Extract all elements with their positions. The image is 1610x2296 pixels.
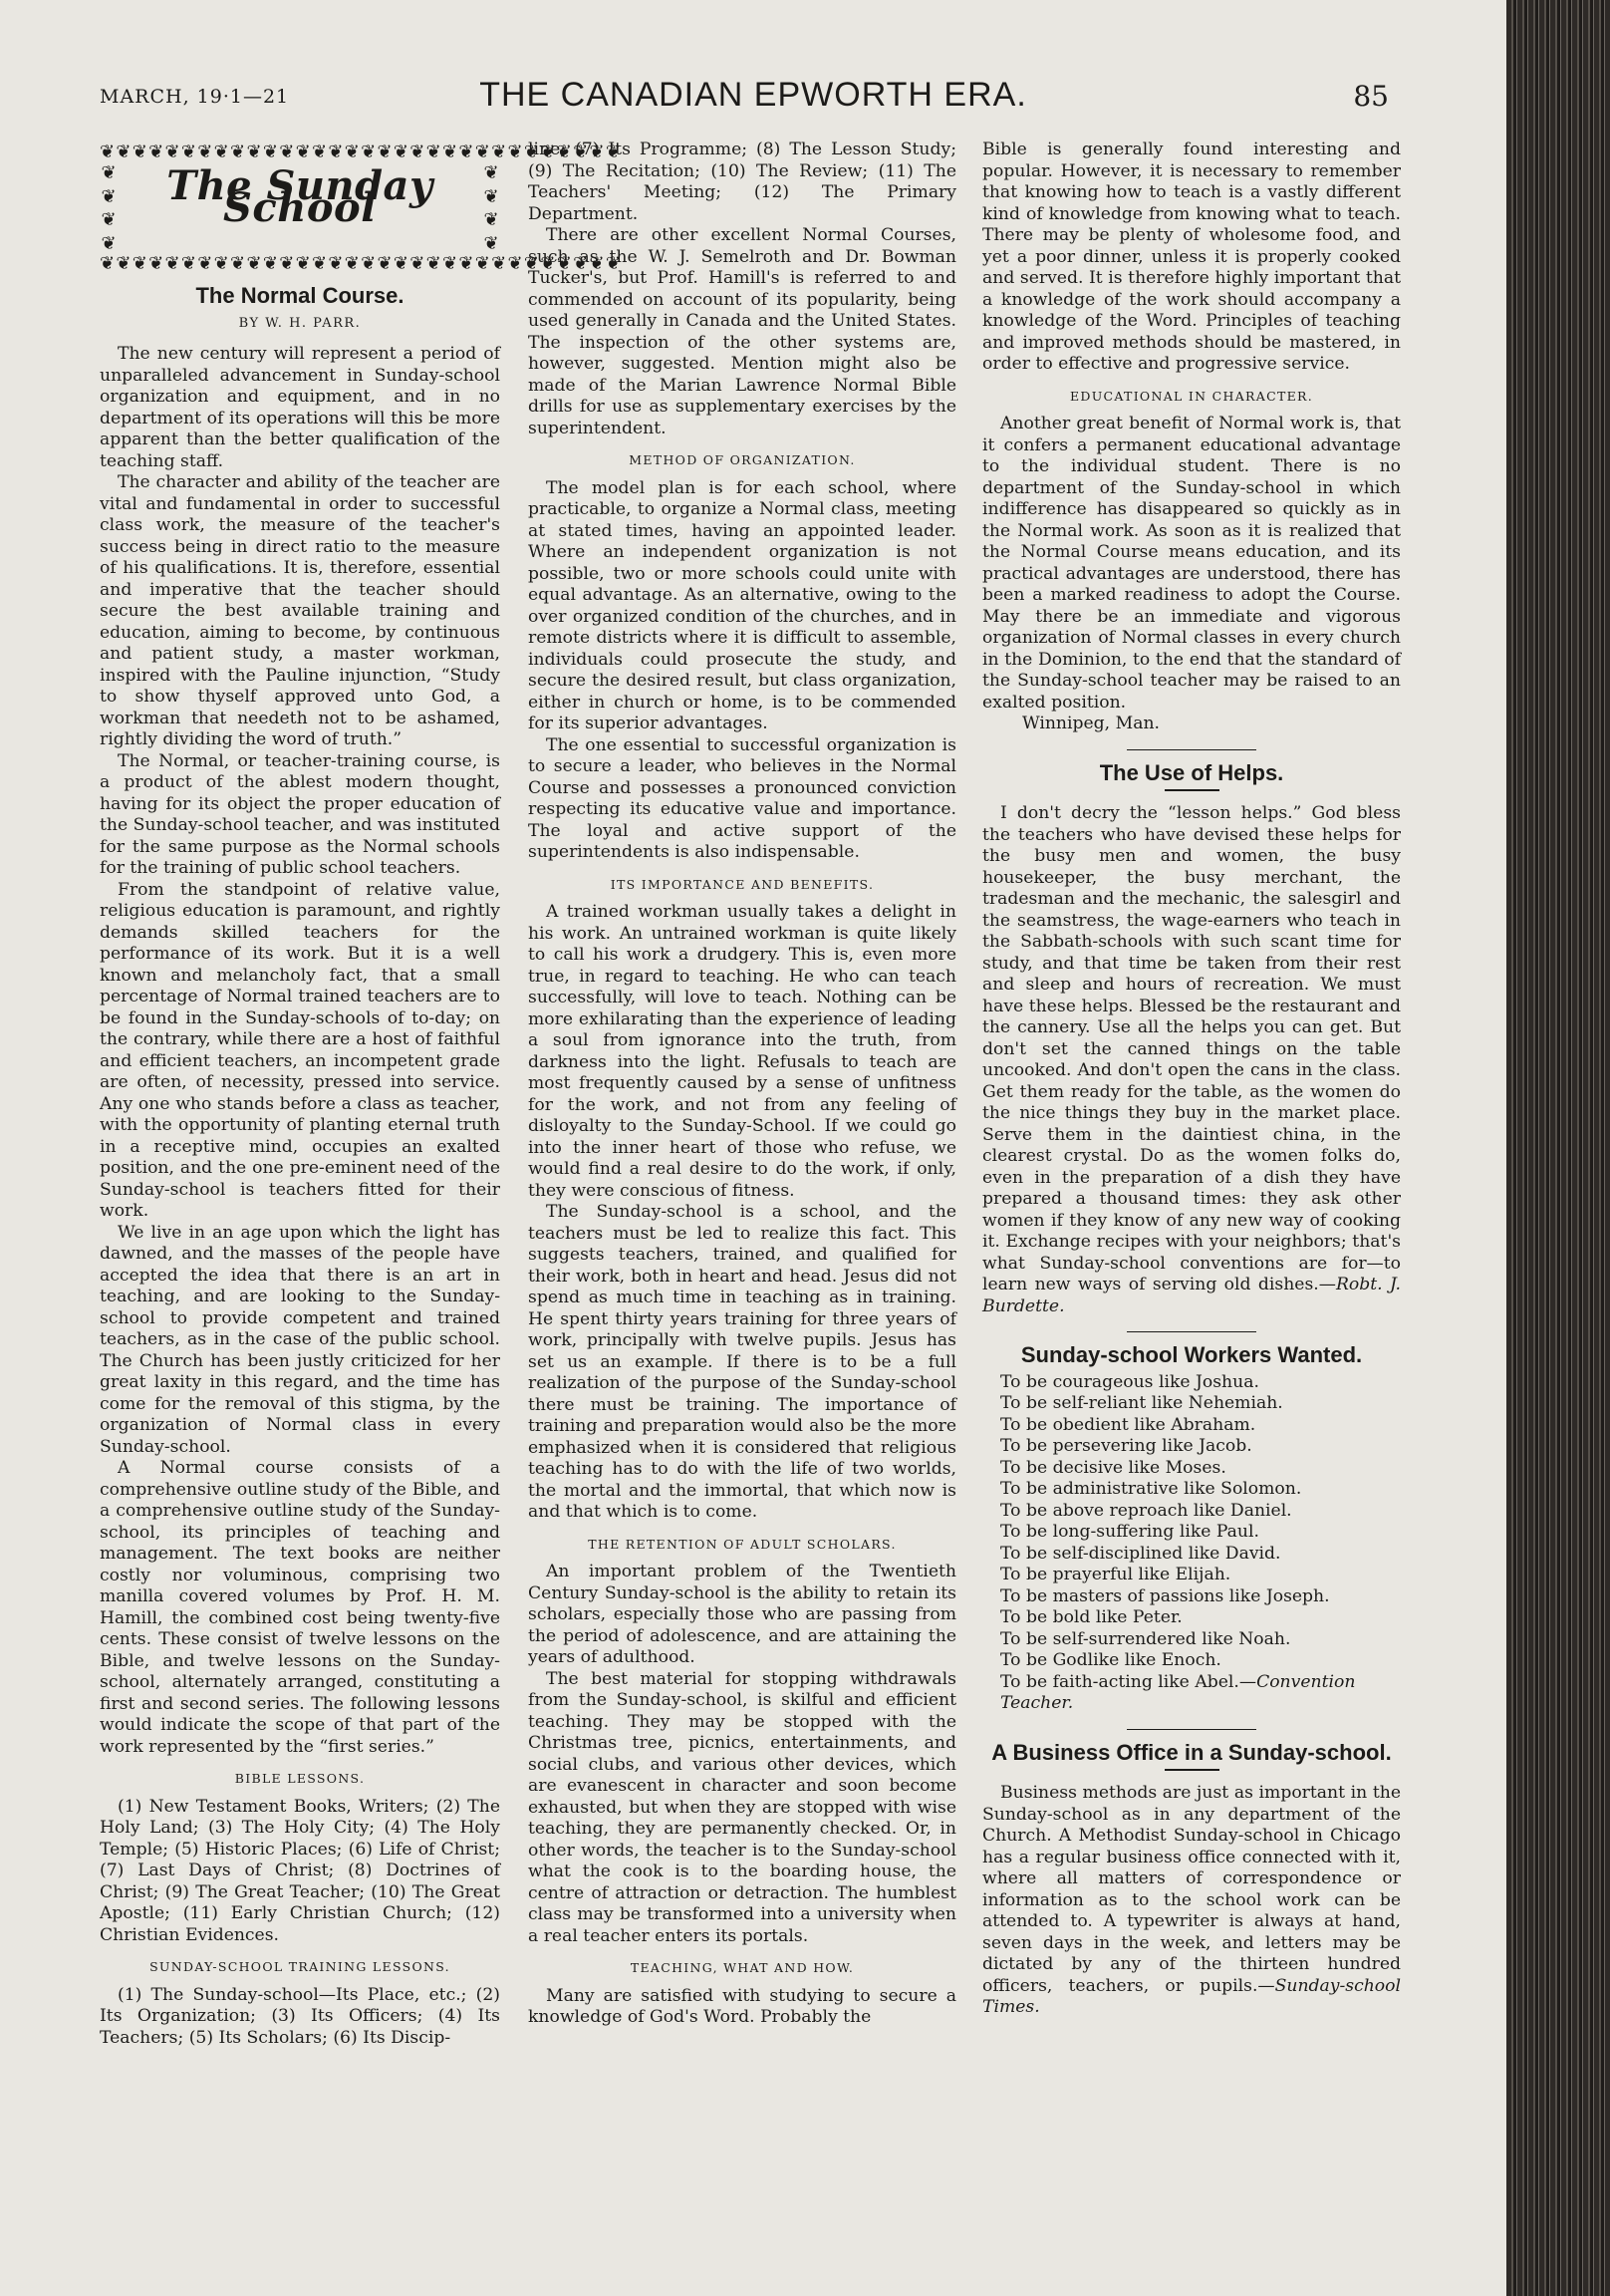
paragraph: The model plan is for each school, where practicable, to organize a Normal class, meeting at stated times, having an appointed leader. Where an independent organization is not possible, two or more schools could unite with equal advantage. As an alternative, owing to the over organized condition of the churches, and in remote districts where it is difficult to assemble, individuals could prosecute the study, and secure the desired result, but class organization, either in church or home, is to be commended for its superior advantages. (528, 477, 956, 733)
list-item: To be above reproach like Daniel. (1000, 1500, 1292, 1521)
workers-list (982, 1372, 1401, 1715)
training-lessons-list: (1) The Sunday-school—Its Place, etc.; (2) Its Organization; (3) Its Officers; (4) Its Teachers; (5) Its Scholars; (6) Its Discip- (100, 1984, 500, 2048)
list-item: To be persevering like Jacob. (1000, 1436, 1252, 1456)
subheading-educational: EDUCATIONAL IN CHARACTER. (1069, 388, 1314, 404)
paragraph: The Sunday-school is a school, and the teachers must be led to realize this fact. This suggests teachers, trained, and qualified for their work, both in heart and head. Jesus did not spend as much time in teaching as in training. He spent thirty years training for three years of work, principally with twelve pupils. Jesus has set us an example. If there is to be a full realization of the purpose of the Sunday-school there must be training. The importance of training and preparation would also be the more emphasized when it is considered that religious teaching has to do with the life of two worlds, the mortal and the immortal, that which now is and that which is to come. (528, 1202, 956, 1522)
subheading-retention: THE RETENTION OF ADULT SCHOLARS. (588, 1536, 897, 1552)
list-item: To be decisive like Moses. (1000, 1457, 1226, 1478)
list-item: To be self-surrendered like Noah. (1000, 1628, 1291, 1649)
subheading-training-lessons: SUNDAY-SCHOOL TRAINING LESSONS. (149, 1959, 450, 1974)
list-item (982, 1672, 1401, 1715)
column-1 (100, 140, 623, 2049)
article-title: The Use of Helps. (1099, 759, 1284, 785)
attribution: —Convention Teacher. (1000, 1671, 1356, 1713)
paragraph: From the standpoint of relative value, religious education is paramount, and rightly demands skilled teachers for the performance of its work. But it is a well known and melancholy fact, that a small percentage of Normal trained teachers are to be found in the Sunday-schools of to-day; on the contrary, while there are a host of faithful and efficient teachers, an incompetent grade are often, of necessity, pressed into service. Any one who stands before a class as teacher, with the opportunity of planting eternal truth in a receptive mind, occupies an exalted position, and the one pre-eminent need of the Sunday-school is teachers fitted for their work. (100, 879, 500, 1221)
ornament-border-right: ❦ ❦ ❦ ❦ (483, 162, 499, 254)
helps-text: I don't decry the “lesson helps.” God bless the teachers who have devised these helps for the busy men and women, the busy housekeeper, the busy merchant, the tradesman and the mechanic, the salesgirl and the seamstress, the wage-earners who teach in the Sabbath-schools with such scant time for study, and that time be taken from their rest and sleep and hours of recreation. We must have these helps. Blessed be the restaurant and the cannery. Use all the helps you can get. But don't set the canned things on the table uncooked. And don't open the cans in the class. Get them ready for the table, as the women do the nice things they buy in the market place. Serve them in the daintiest china, in the clearest crystal. Do as the women folks do, even in the preparation of a dish they have prepared a thousand times: they ask other women if they know of any new way of cooking it. Exchange recipes with your neighbors; that's what Sunday-school conventions are for—to learn new ways of serving old dishes. (982, 803, 1401, 1294)
section-banner (100, 140, 623, 275)
subheading-importance: ITS IMPORTANCE AND BENEFITS. (610, 876, 875, 892)
bible-lessons-list: (1) New Testament Books, Writers; (2) The Holy Land; (3) The Holy City; (4) The Holy Temple; (5) Historic Places; (6) Life of Christ; (7) Last Days of Christ; (8) Doctrines of Christ; (9) The Great Teacher; (10) The Great Apostle; (11) Early Christian Church; (12) Christian Evidences. (100, 1796, 500, 1945)
list-item: To be bold like Peter. (1000, 1607, 1183, 1627)
column-2 (528, 140, 956, 2029)
paragraph: We live in an age upon which the light has dawned, and the masses of the people have accepted the idea that there is an art in teaching, and are looking to the Sunday-school to provide competent and trained teachers, as in the case of the public school. The Church has been justly criticized for her great laxity in this regard, and the time has come for the removal of this stigma, by the organization of Normal class in every Sunday-school. (100, 1222, 500, 1457)
paragraph: The one essential to successful organization is to secure a leader, who believes in the Normal Course and possesses a pronounced conviction respecting its educative value and importance. The loyal and active support of the superintendents is also indispensable. (528, 734, 956, 862)
book-edge (1506, 0, 1610, 2296)
paragraph: A trained workman usually takes a delight in his work. An untrained workman is quite likely to call his work a drudgery. This is, even more true, in regard to teaching. He who can teach successfully, will love to teach. Nothing can be more exhilarating than the experience of leading a soul from ignorance into the truth, from darkness into the light. Refusals to teach are most frequently caused by a sense of unfitness for the work, and not from any feeling of disloyalty to the Sunday-School. If we could go into the inner heart of those who refuse, we would find a real desire to do the work, if only, they were conscious of fitness. (528, 902, 956, 1201)
paragraph (982, 803, 1401, 1317)
paragraph: The new century will represent a period of unparalleled advancement in Sunday-school organization and equipment, and in no department of its operations will this be more apparent than the better qualification of the teaching staff. (100, 344, 500, 471)
paragraph: An important problem of the Twentieth Century Sunday-school is the ability to retain its scholars, especially those who are passing from the period of adolescence, and are attaining the years of adulthood. (528, 1562, 956, 1667)
subheading-bible-lessons: BIBLE LESSONS. (234, 1771, 366, 1786)
section-title: The Sunday School (166, 162, 433, 231)
ornament-border-left: ❦ ❦ ❦ ❦ (101, 162, 117, 254)
list-item: To be self-reliant like Nehemiah. (1000, 1393, 1283, 1413)
page-header (0, 76, 1506, 130)
list-item: To be Godlike like Enoch. (1000, 1650, 1221, 1670)
issue-date: MARCH, 19·1—21 (100, 86, 290, 108)
paragraph: The best material for stopping withdrawals from the Sunday-school, is skilful and efficient teaching. They may be stopped with the Christmas tree, picnics, entertainments, and social clubs, and various other devices, which are evanescent in character and soon become exhausted, but when they are stopped with wise teaching, they are permanently checked. Or, in other words, the teacher is to the Sunday-school what the cook is to the boarding house, the centre of attraction or detraction. The humblest class may be transformed into a university when a real teacher enters its portals. (528, 1668, 956, 1946)
article-title: The Normal Course. (195, 283, 404, 308)
divider (1127, 749, 1256, 750)
ornament-border-top: ❦❦❦❦❦❦❦❦❦❦❦❦❦❦❦❦❦❦❦❦❦❦❦❦❦❦❦❦❦❦❦❦ (100, 142, 623, 162)
paragraph: The character and ability of the teacher are vital and fundamental in order to successful class work, the measure of the teacher's success being in direct ratio to the measure of his qualifications. It is, therefore, essential and imperative that the teacher should secure the best available training and education, aiming to become, by continuous and patient study, a master workman, inspired with the Pauline injunction, “Study to show thyself approved unto God, a workman that needeth not to be ashamed, rightly dividing the word of truth.” (100, 472, 500, 749)
paragraph: Another great benefit of Normal work is, that it confers a permanent educational advantage to the individual student. There is no department of the Sunday-school in which indifference has disappeared so quickly as in the Normal work. As soon as it is realized that the Normal Course means education, and its practical advantages are understood, there has been a marked readiness to adopt the Course. May there be an immediate and vigorous organization of Normal classes in every church in the Dominion, to the end that the standard of the Sunday-school teacher may be raised to an exalted position. (982, 414, 1401, 713)
list-item: To be masters of passions like Joseph. (1000, 1585, 1330, 1606)
attribution: —Sunday-school Times. (982, 1975, 1401, 2017)
page-number: 85 (1353, 80, 1389, 113)
list-item: To be long-suffering like Paul. (1000, 1522, 1259, 1542)
paragraph: Many are satisfied with studying to secure a knowledge of God's Word. Probably the (528, 1985, 956, 2027)
list-item: To be courageous like Joshua. (1000, 1371, 1259, 1392)
list-item: To be self-disciplined like David. (1000, 1543, 1281, 1564)
list-item-text: To be faith-acting like Abel. (1000, 1671, 1239, 1692)
magazine-title: THE CANADIAN EPWORTH ERA. (479, 76, 1027, 114)
paragraph-continued: Bible is generally found interesting and popular. However, it is necessary to remember that knowing how to teach is a vastly different kind of knowledge from knowing what to teach. There may be plenty of wholesome food, and yet a poor dinner, unless it is properly cooked and served. It is therefore highly important that a knowledge of the work should accompany a knowledge of the Word. Principles of teaching and improved methods should be mastered, in order to effective and progressive service. (982, 140, 1401, 374)
office-text: Business methods are just as important in the Sunday-school as in any department of the Church. A Methodist Sunday-school in Chicago has a regular business office connected with it, where all matters of correspondence or information as to the school work can be attended to. A typewriter is always at hand, seven days in the week, and letters may be dictated by any of the thirteen hundred officers, teachers, or pupils. (982, 1783, 1401, 1996)
divider (1165, 1769, 1219, 1771)
subheading-method: METHOD OF ORGANIZATION. (629, 452, 856, 467)
paragraph: There are other excellent Normal Courses, such as the W. J. Semelroth and Dr. Bowman Tucker's, but Prof. Hamill's is referred to and commended on account of its popularity, being used generally in Canada and the United States. The inspection of the other systems are, however, suggested. Mention might also be made of the Marian Lawrence Normal Bible drills for use as supplementary exercises by the superintendent. (528, 225, 956, 438)
subheading-teaching: TEACHING, WHAT AND HOW. (630, 1960, 855, 1975)
article-byline: BY W. H. PARR. (238, 315, 362, 331)
article-title: A Business Office in a Sunday-school. (991, 1739, 1392, 1765)
list-item: To be administrative like Solomon. (1000, 1479, 1302, 1499)
attribution: —Robt. J. Burdette. (982, 1275, 1401, 1316)
ornament-border-bottom: ❦❦❦❦❦❦❦❦❦❦❦❦❦❦❦❦❦❦❦❦❦❦❦❦❦❦❦❦❦❦❦❦ (100, 253, 623, 274)
divider (1165, 789, 1219, 791)
divider (1127, 1331, 1256, 1332)
list-item: To be obedient like Abraham. (1000, 1414, 1256, 1435)
paragraph: A Normal course consists of a comprehensive outline study of the Bible, and a comprehensive outline study of the Sunday-school, its principles of teaching and management. The text books are neither costly nor voluminous, comprising two manilla covered volumes by Prof. H. M. Hamill, the combined cost being twenty-five cents. These consist of twelve lessons on the Bible, and twelve lessons on the Sunday-school, alternately arranged, constituting a first and second series. The following lessons would indicate the scope of that part of the work represented by the “first series.” (100, 1458, 500, 1757)
article-title: Sunday-school Workers Wanted. (1020, 1342, 1363, 1367)
divider (1127, 1729, 1256, 1730)
paragraph-continued: line; (7) Its Programme; (8) The Lesson Study; (9) The Recitation; (10) The Review; (11) The Teachers' Meeting; (12) The Primary Department. (528, 140, 956, 224)
list-item: To be prayerful like Elijah. (1000, 1565, 1231, 1584)
paragraph (982, 1783, 1401, 2019)
dateline: Winnipeg, Man. (1022, 714, 1160, 733)
paragraph: The Normal, or teacher-training course, is a product of the ablest modern thought, having for its object the proper education of the Sunday-school teacher, and was instituted for the same purpose as the Normal schools for the training of public school teachers. (100, 750, 500, 878)
column-3 (982, 140, 1401, 2019)
